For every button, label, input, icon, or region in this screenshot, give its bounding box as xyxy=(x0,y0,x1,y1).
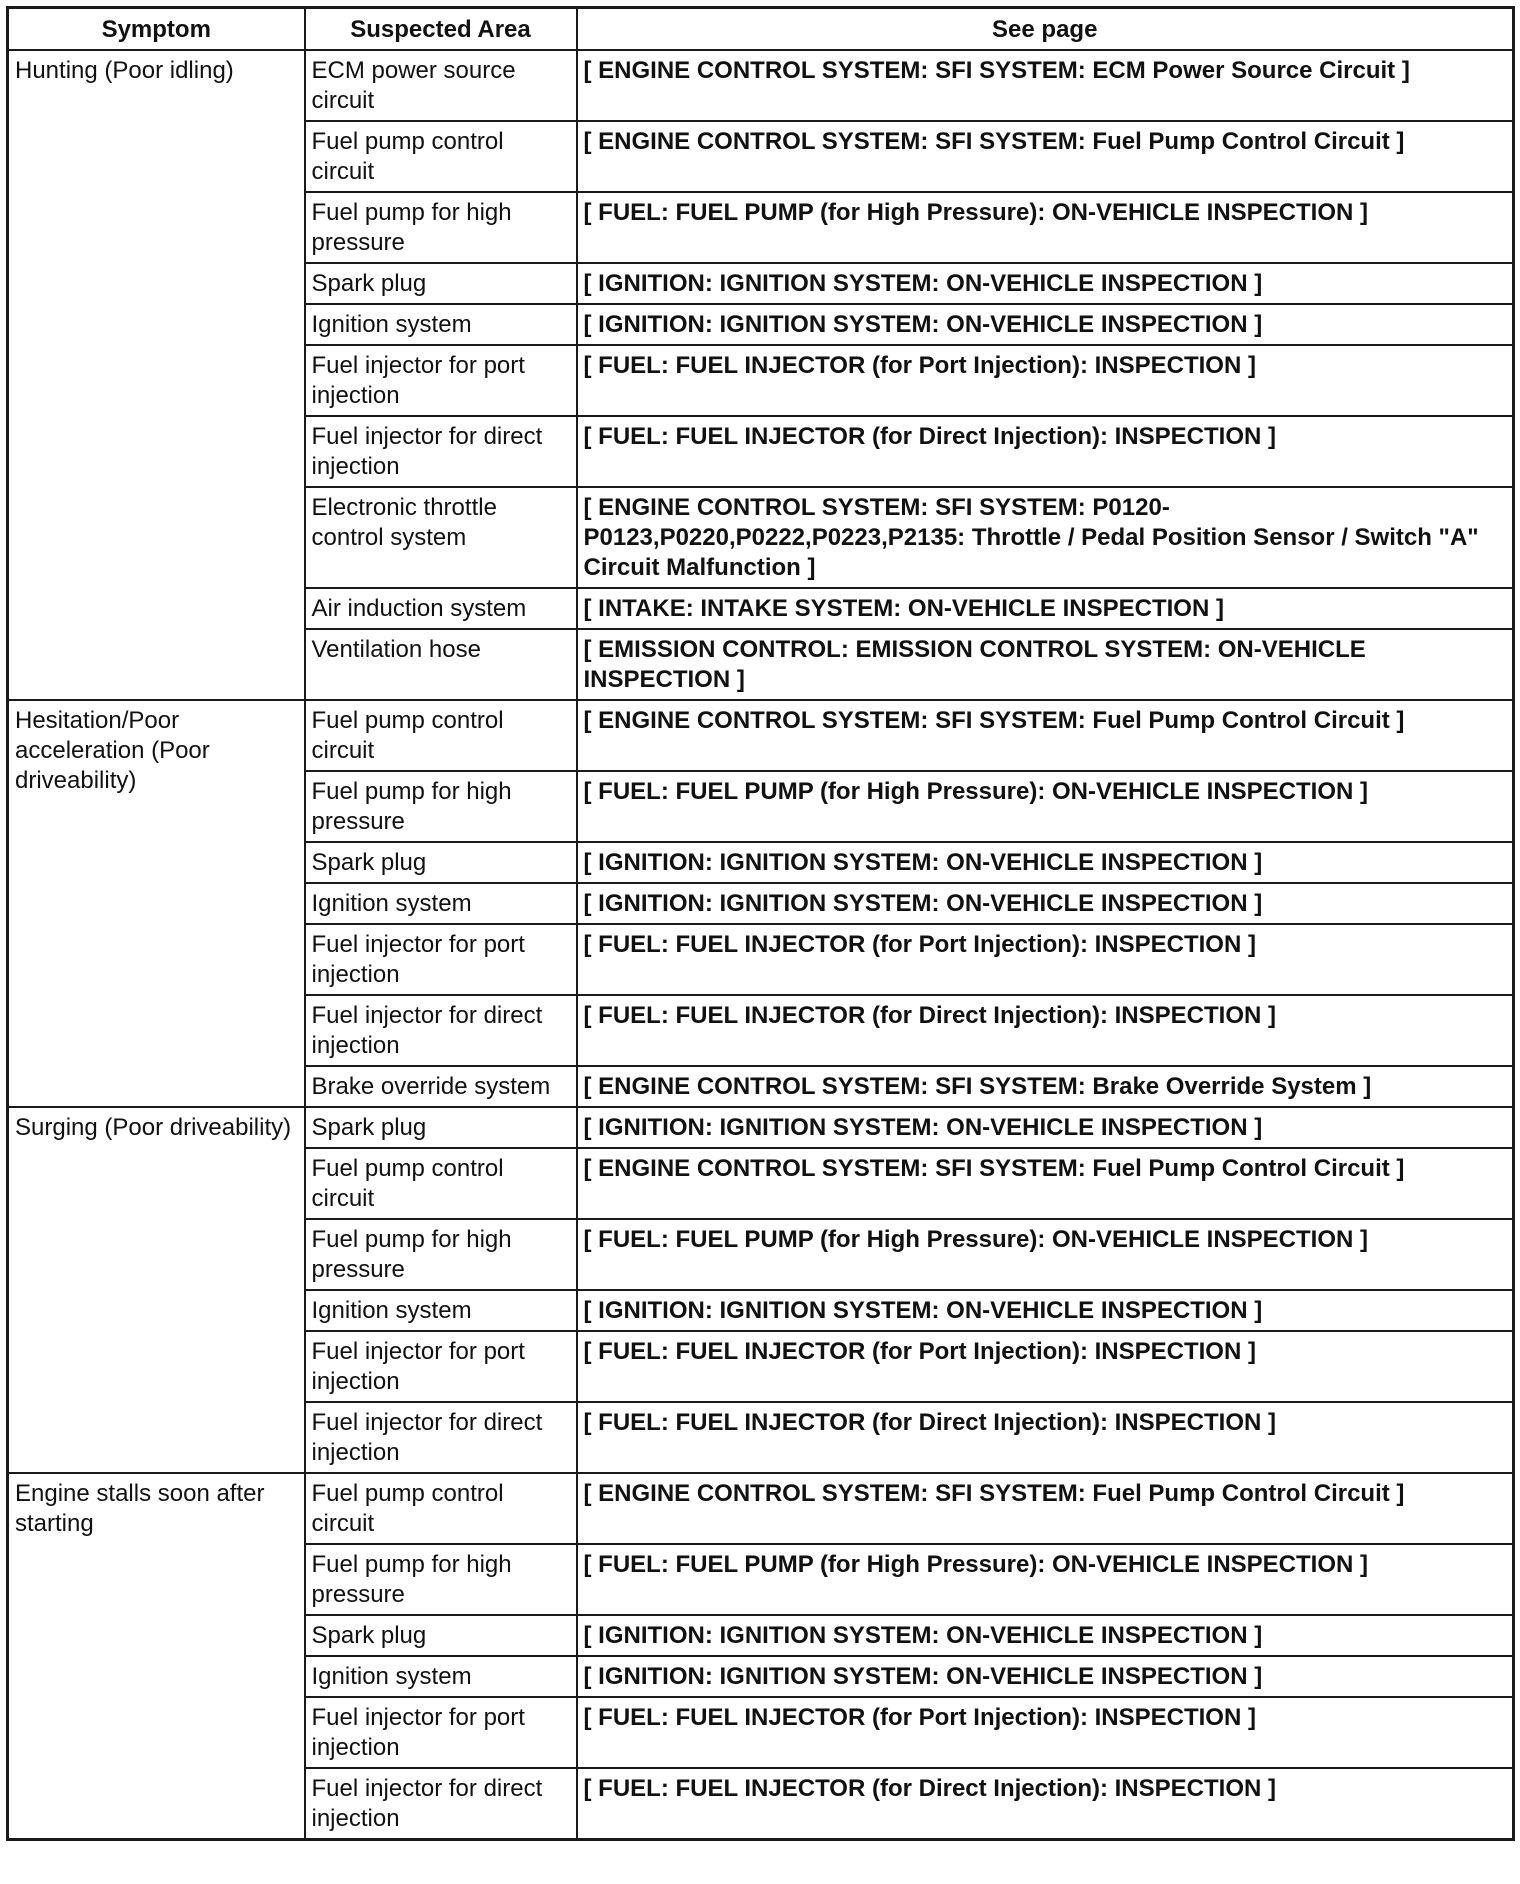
see-page-link[interactable]: [ FUEL: FUEL PUMP (for High Pressure): ON-VEHICLE INSPECTION ] xyxy=(577,1219,1514,1290)
suspected-area-cell: Fuel injector for direct injection xyxy=(305,416,577,487)
see-page-link[interactable]: [ IGNITION: IGNITION SYSTEM: ON-VEHICLE INSPECTION ] xyxy=(577,883,1514,924)
suspected-area-cell: Ignition system xyxy=(305,1290,577,1331)
see-page-link[interactable]: [ FUEL: FUEL PUMP (for High Pressure): ON-VEHICLE INSPECTION ] xyxy=(577,192,1514,263)
suspected-area-cell: Fuel pump for high pressure xyxy=(305,771,577,842)
suspected-area-cell: Fuel injector for port injection xyxy=(305,1697,577,1768)
symptom-cell: Surging (Poor driveability) xyxy=(8,1107,305,1473)
see-page-link[interactable]: [ FUEL: FUEL INJECTOR (for Direct Injection): INSPECTION ] xyxy=(577,995,1514,1066)
suspected-area-cell: Fuel pump control circuit xyxy=(305,700,577,771)
diagnosis-table xyxy=(6,6,1515,1841)
suspected-area-cell: Fuel pump for high pressure xyxy=(305,1219,577,1290)
see-page-link[interactable]: [ IGNITION: IGNITION SYSTEM: ON-VEHICLE INSPECTION ] xyxy=(577,842,1514,883)
see-page-link[interactable]: [ IGNITION: IGNITION SYSTEM: ON-VEHICLE INSPECTION ] xyxy=(577,1290,1514,1331)
suspected-area-cell: Spark plug xyxy=(305,1107,577,1148)
see-page-link[interactable]: [ FUEL: FUEL INJECTOR (for Port Injection): INSPECTION ] xyxy=(577,1331,1514,1402)
see-page-link[interactable]: [ FUEL: FUEL INJECTOR (for Direct Injection): INSPECTION ] xyxy=(577,1402,1514,1473)
suspected-area-cell: Fuel pump for high pressure xyxy=(305,1544,577,1615)
table-header-row xyxy=(8,8,1514,51)
header-see-page: See page xyxy=(577,8,1514,51)
suspected-area-cell: Ignition system xyxy=(305,1656,577,1697)
see-page-link[interactable]: [ FUEL: FUEL INJECTOR (for Direct Injection): INSPECTION ] xyxy=(577,1768,1514,1840)
suspected-area-cell: Electronic throttle control system xyxy=(305,487,577,588)
suspected-area-cell: Fuel injector for port injection xyxy=(305,924,577,995)
suspected-area-cell: Air induction system xyxy=(305,588,577,629)
table-row xyxy=(8,700,1514,771)
suspected-area-cell: Fuel injector for direct injection xyxy=(305,1402,577,1473)
see-page-link[interactable]: [ ENGINE CONTROL SYSTEM: SFI SYSTEM: Brake Override System ] xyxy=(577,1066,1514,1107)
table-row xyxy=(8,50,1514,121)
see-page-link[interactable]: [ FUEL: FUEL PUMP (for High Pressure): ON-VEHICLE INSPECTION ] xyxy=(577,1544,1514,1615)
see-page-link[interactable]: [ IGNITION: IGNITION SYSTEM: ON-VEHICLE INSPECTION ] xyxy=(577,1615,1514,1656)
suspected-area-cell: Spark plug xyxy=(305,263,577,304)
suspected-area-cell: Fuel pump for high pressure xyxy=(305,192,577,263)
table-body xyxy=(8,50,1514,1840)
suspected-area-cell: Fuel injector for port injection xyxy=(305,1331,577,1402)
header-symptom: Symptom xyxy=(8,8,305,51)
symptom-cell: Engine stalls soon after starting xyxy=(8,1473,305,1840)
suspected-area-cell: Fuel pump control circuit xyxy=(305,1148,577,1219)
see-page-link[interactable]: [ FUEL: FUEL INJECTOR (for Port Injection): INSPECTION ] xyxy=(577,345,1514,416)
suspected-area-cell: Fuel injector for direct injection xyxy=(305,1768,577,1840)
table-row xyxy=(8,1107,1514,1148)
symptom-cell: Hesitation/Poor acceleration (Poor driveability) xyxy=(8,700,305,1107)
see-page-link[interactable]: [ ENGINE CONTROL SYSTEM: SFI SYSTEM: ECM Power Source Circuit ] xyxy=(577,50,1514,121)
see-page-link[interactable]: [ ENGINE CONTROL SYSTEM: SFI SYSTEM: Fuel Pump Control Circuit ] xyxy=(577,1148,1514,1219)
see-page-link[interactable]: [ INTAKE: INTAKE SYSTEM: ON-VEHICLE INSPECTION ] xyxy=(577,588,1514,629)
diagnosis-table-container xyxy=(6,6,1512,1841)
table-row xyxy=(8,1473,1514,1544)
suspected-area-cell: Ventilation hose xyxy=(305,629,577,700)
see-page-link[interactable]: [ ENGINE CONTROL SYSTEM: SFI SYSTEM: Fuel Pump Control Circuit ] xyxy=(577,1473,1514,1544)
see-page-link[interactable]: [ IGNITION: IGNITION SYSTEM: ON-VEHICLE INSPECTION ] xyxy=(577,1656,1514,1697)
see-page-link[interactable]: [ ENGINE CONTROL SYSTEM: SFI SYSTEM: Fuel Pump Control Circuit ] xyxy=(577,700,1514,771)
suspected-area-cell: Fuel pump control circuit xyxy=(305,1473,577,1544)
suspected-area-cell: Ignition system xyxy=(305,304,577,345)
see-page-link[interactable]: [ ENGINE CONTROL SYSTEM: SFI SYSTEM: P0120-P0123,P0220,P0222,P0223,P2135: Throttle / Pedal Position Sensor / Switch "A" Circuit Malfunction ] xyxy=(577,487,1514,588)
see-page-link[interactable]: [ FUEL: FUEL INJECTOR (for Port Injection): INSPECTION ] xyxy=(577,924,1514,995)
see-page-link[interactable]: [ FUEL: FUEL INJECTOR (for Port Injection): INSPECTION ] xyxy=(577,1697,1514,1768)
suspected-area-cell: Brake override system xyxy=(305,1066,577,1107)
suspected-area-cell: ECM power source circuit xyxy=(305,50,577,121)
suspected-area-cell: Spark plug xyxy=(305,842,577,883)
see-page-link[interactable]: [ IGNITION: IGNITION SYSTEM: ON-VEHICLE INSPECTION ] xyxy=(577,304,1514,345)
header-suspected-area: Suspected Area xyxy=(305,8,577,51)
see-page-link[interactable]: [ IGNITION: IGNITION SYSTEM: ON-VEHICLE INSPECTION ] xyxy=(577,263,1514,304)
see-page-link[interactable]: [ FUEL: FUEL INJECTOR (for Direct Injection): INSPECTION ] xyxy=(577,416,1514,487)
suspected-area-cell: Fuel injector for port injection xyxy=(305,345,577,416)
suspected-area-cell: Fuel injector for direct injection xyxy=(305,995,577,1066)
suspected-area-cell: Ignition system xyxy=(305,883,577,924)
see-page-link[interactable]: [ FUEL: FUEL PUMP (for High Pressure): ON-VEHICLE INSPECTION ] xyxy=(577,771,1514,842)
see-page-link[interactable]: [ IGNITION: IGNITION SYSTEM: ON-VEHICLE INSPECTION ] xyxy=(577,1107,1514,1148)
suspected-area-cell: Fuel pump control circuit xyxy=(305,121,577,192)
see-page-link[interactable]: [ EMISSION CONTROL: EMISSION CONTROL SYSTEM: ON-VEHICLE INSPECTION ] xyxy=(577,629,1514,700)
suspected-area-cell: Spark plug xyxy=(305,1615,577,1656)
see-page-link[interactable]: [ ENGINE CONTROL SYSTEM: SFI SYSTEM: Fuel Pump Control Circuit ] xyxy=(577,121,1514,192)
symptom-cell: Hunting (Poor idling) xyxy=(8,50,305,700)
